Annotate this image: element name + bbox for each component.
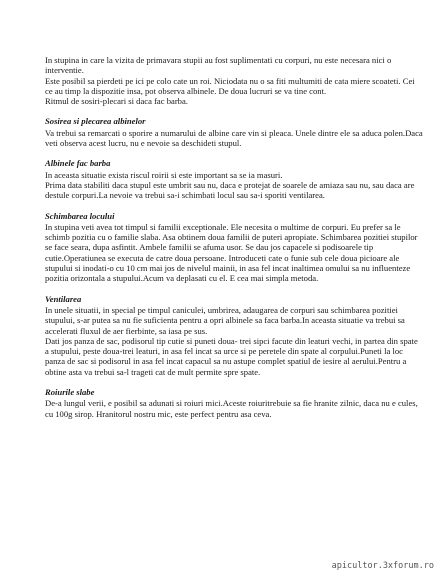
intro-block [45, 55, 423, 106]
intro-paragraph-2: Este posibil sa pierdeti pe ici pe colo cate un roi. Niciodata nu o sa fiti multumiti de cata miere scoateti. Cei ce au timp la dispozitie insa, pot observa albinele. De doua lucruri se va tine cont. [45, 75, 415, 96]
section-paragraph: Dati jos panza de sac, podisorul tip cutie si puneti doua- trei sipci facute din leaturi vechi, in partea din spate a stupului, peste doua-trei leaturi, in asa fel incat sa urce si pe peretele din spate al corpului.Puneti la loc panza de sac si podisorul in asa fel incat capacul sa nu astupe complet spatiul de iesire al aerului.Pentru a obtine asta va trebui sa-l trageti cat de mult permite spre spate. [45, 335, 418, 377]
section-roiurile-slabe [45, 387, 423, 419]
section-heading: Ventilarea [45, 293, 82, 304]
site-watermark: apicultor.3xforum.ro [331, 561, 434, 571]
section-albinele-fac-barba [45, 158, 423, 200]
section-heading: Sosirea si plecarea albinelor [45, 116, 146, 127]
section-schimbarea-locului [45, 211, 423, 284]
section-paragraph: In unele situatii, in special pe timpul caniculei, umbrirea, adaugarea de corpuri sau schimbarea pozitiei stupului, s-ar putea sa nu fie suficienta pentru a opri albinele sa faca barba.In aceasta situatie va trebui sa accelerati fluxul de aer fierbinte, sa iasa pe sus. [45, 304, 405, 336]
document-body [45, 55, 423, 419]
section-sosirea-si-plecarea [45, 116, 423, 148]
section-paragraph: Prima data stabiliti daca stupul este umbrit sau nu, daca e protejat de soarele de amiaza sau nu, sau daca are destule corpuri.La nevoie va trebui sa-i schimbati locul sau sa-i sporiti ventilarea. [45, 179, 415, 201]
section-paragraph: In stupina veti avea tot timpul si familii exceptionale. Ele necesita o multime de corpuri. Eu prefer sa le schimb pozitia cu o familie slaba. Asa obtinem doua familii de puteri apropiate. Schimbarea pozitiei stupilor se face seara, dupa asfintit. Ambele familii se afuma usor. Se dau jos capacele si podisoarele tip cutie.Operatiunea se executa de catre doua persoane. Introduceti cate o funie sub cele doua picioare ale stupului si inodati-o cu 10 cm mai jos de nivelul mainii, in asa fel incat inaltimea omului sa nu influenteze pozitia orizontala a stupului.Acum va deplasati cu el. E cea mai simpla metoda. [45, 221, 418, 284]
section-heading: Schimbarea locului [45, 210, 115, 221]
intro-paragraph-1: In stupina in care la vizita de primavara stupii au fost suplimentati cu corpuri, nu este necesara nici o interventie. [45, 55, 392, 76]
intro-paragraph-3: Ritmul de sosiri-plecari si daca fac barba. [45, 96, 188, 107]
section-paragraph: De-a lungul verii, e posibil sa adunati si roiuri mici.Aceste roiuritrebuie sa fie hranite zilnic, daca nu e cules, cu 100g sirop. Hranitorul nostru mic, este perfect pentru asa ceva. [45, 398, 418, 419]
section-paragraph: In aceasta situatie exista riscul roirii si este important sa se ia masuri. [45, 169, 283, 180]
section-paragraph: Va trebui sa remarcati o sporire a numarului de albine care vin si pleaca. Unele dintre ele sa aduca polen.Daca veti observa acest lucru, nu e nevoie sa deschideti stupul. [45, 127, 423, 149]
section-heading: Roiurile slabe [45, 387, 95, 398]
section-heading: Albinele fac barba [45, 158, 111, 169]
section-ventilarea [45, 294, 423, 377]
